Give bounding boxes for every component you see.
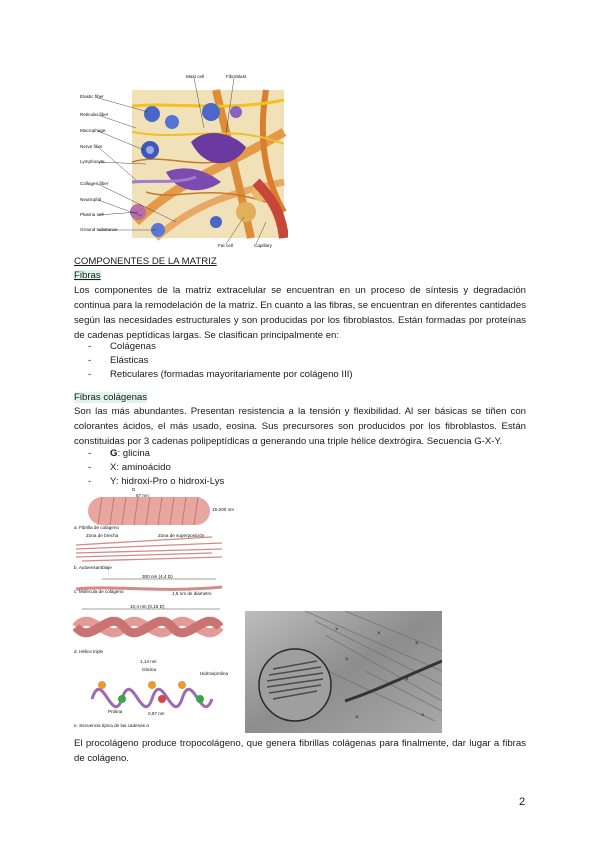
figure-label: Fibroblast [226,74,247,79]
closing-paragraph: El procolágeno produce tropocolágeno, que genera fibrillas colágenas para finalmente, dar lugar a fibras de colágeno. [74,738,526,764]
figure-label: Zona de brecha [86,533,119,538]
svg-text:×: × [415,641,419,647]
connective-tissue-illustration [76,72,288,250]
collagen-heading: Fibras colágenas [74,392,148,403]
page-number: 2 [519,796,526,808]
svg-text:×: × [345,657,349,663]
figure-label: e. Secuencia típica de las cadenas α [74,723,149,728]
figure-label: Plasma cell [80,212,104,217]
figure-label: b. Autoensamblaje [74,565,112,570]
collagen-structure-illustration [72,487,244,733]
fibras-paragraph: Los componentes de la matriz extracelular se encuentran en un proceso de síntesis y degradación continua para la remodelación de la matriz. En cuanto a las fibras, se encuentran en diferentes cantidades según las necesidades estructurales y son producidas por los fibroblastos. Están formadas por proteínas de cadenas peptídicas largas. Se clasifican principalmente en: [74,285,526,341]
electron-micrograph [245,611,442,733]
collagen-structure-figure [72,487,244,733]
figure-label: Nerve fiber [80,144,103,149]
figure-label: D [132,487,136,492]
figure-label: 15-200 nm [212,507,234,512]
collagen-paragraph: Son las más abundantes. Presentan resistencia a la tensión y flexibilidad. Al ser básicas se tiñen con colorantes ácidos, el más usado, eosina. Sus precursores son producidos por los fibroblastos. Están constituidas por 3 cadenas polipeptídicas α generando una triple hélice dextrógira. Secuencia G-X-Y. [74,406,526,447]
figure-label: c. Molécula de colágeno [74,589,124,594]
figure-label: Macrophage [80,128,106,133]
figure-label: Lymphocyte [80,159,105,164]
figure-label: 67 nm [136,493,149,498]
figure-label: Hidroxiprolina [200,671,229,676]
figure-label: 1,5 nm de diámetro [172,591,212,596]
svg-text:×: × [405,677,409,683]
figure-label: 300 nm (4,4 D) [142,574,173,579]
figure-label: d. Hélice triple [74,649,104,654]
svg-text:×: × [377,631,381,637]
svg-text:×: × [335,627,339,633]
figure-label: Ground substance [80,227,118,232]
micrograph-image [245,611,442,733]
figure-label: Prolina [108,709,123,714]
svg-text:×: × [421,713,425,719]
figure-label: Reticular fiber [80,112,109,117]
section-heading: COMPONENTES DE LA MATRIZ [74,256,217,267]
figure-label: Collagen fiber [80,181,109,186]
figure-label: a. Fibrilla de colágeno [74,525,119,530]
figure-label: Fat cell [218,243,233,248]
fibras-subheading: Fibras [74,270,101,281]
figure-label: Glicina [142,667,157,672]
figure-label: Elastic fiber [80,94,104,99]
figure-label: Neutrophil [80,197,101,202]
figure-label: 0,87 nm [148,711,165,716]
figure-label: Zona de superposición [158,533,205,538]
figure-label: 1,14 nm [140,659,157,664]
svg-text:×: × [355,715,359,721]
figure-label: 10,4 nm (0,15 D) [130,604,165,609]
figure-label: Capillary [254,243,272,248]
connective-tissue-figure [76,72,288,250]
figure-label: Mast cell [186,74,205,79]
